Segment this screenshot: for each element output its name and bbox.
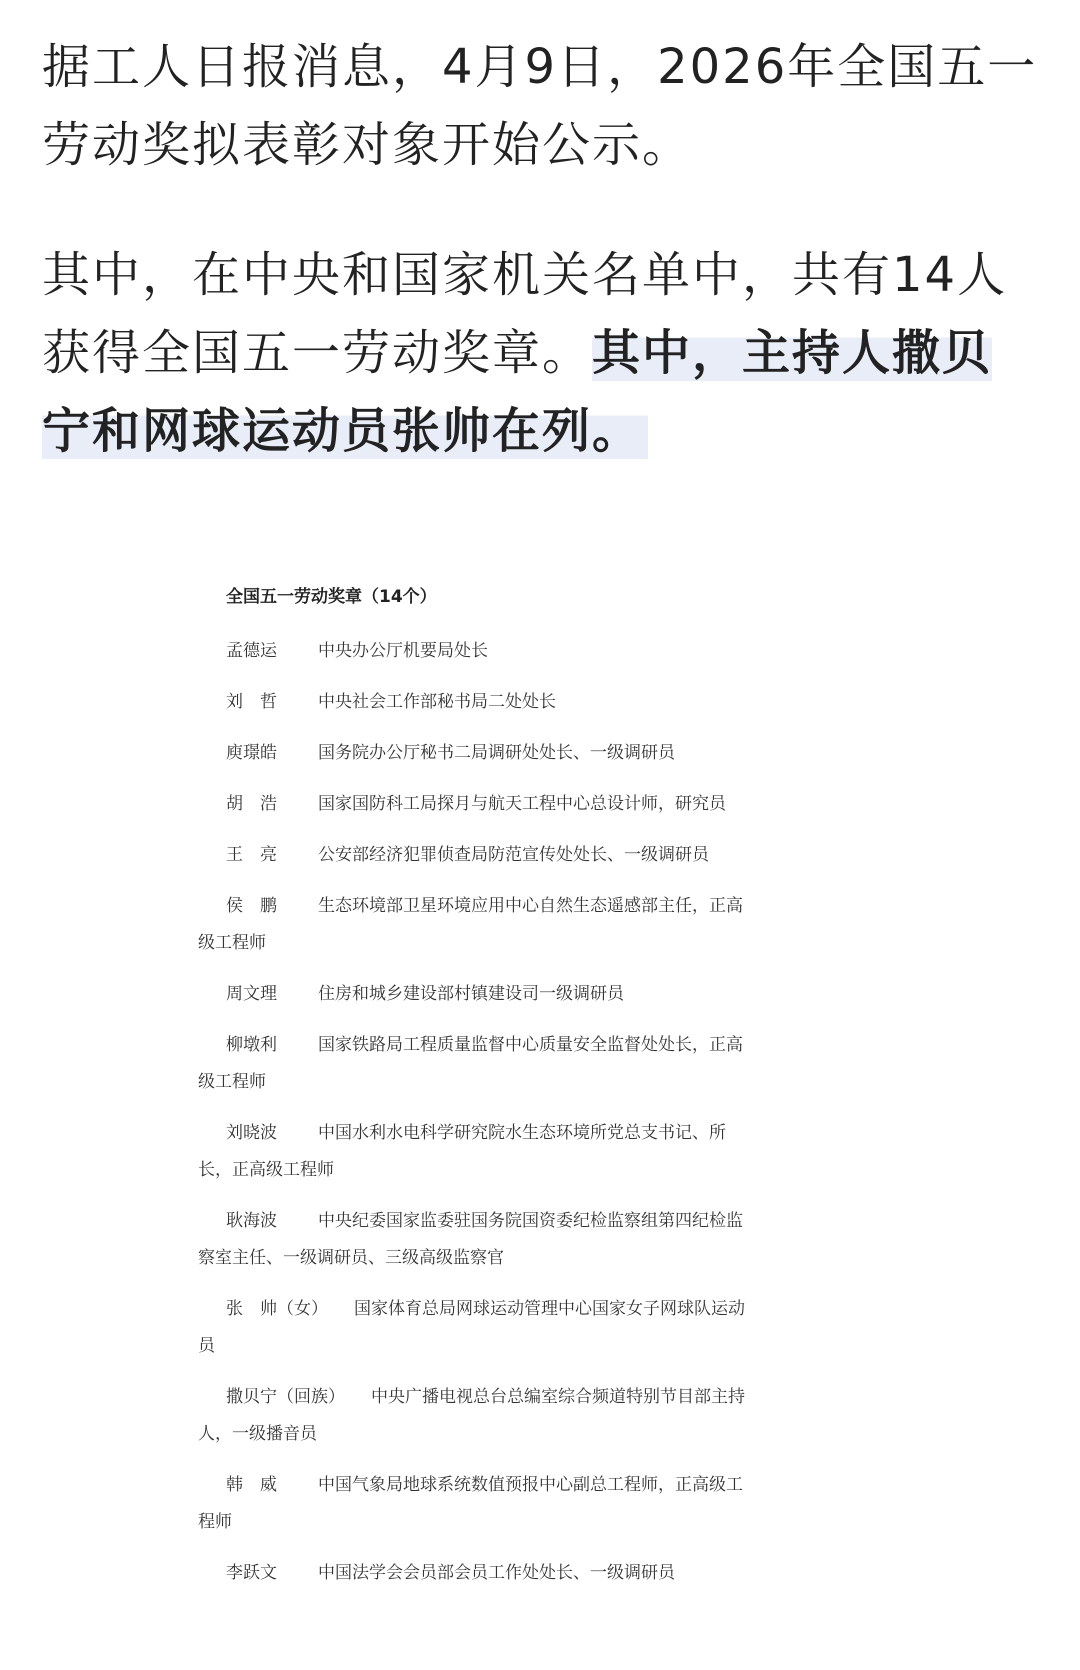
entry-name: 侯 鹏 [226,896,277,916]
entry-description: 中央办公厅机要局处长 [318,641,488,661]
list-item [198,1115,758,1189]
entry-name: 韩 威 [226,1475,277,1495]
entry-description: 国家铁路局工程质量监督中心质量安全监督处处长，正高级工程师 [198,1035,743,1092]
list-item [198,1379,758,1453]
entry-description: 生态环境部卫星环境应用中心自然生态遥感部主任，正高级工程师 [198,896,743,953]
entry-description: 国务院办公厅秘书二局调研处处长、一级调研员 [318,743,675,763]
document-title: 全国五一劳动奖章（14个） [226,587,437,607]
list-item [198,1467,758,1541]
paragraph-2-highlight: 其中，主持人撒贝宁和网球运动员张帅在列。 [42,325,993,459]
paragraph-1 [42,28,1042,184]
entry-description: 中央广播电视总台总编室综合频道特别节目部主持人，一级播音员 [198,1387,745,1444]
list-item [198,1203,758,1277]
entry-name: 胡 浩 [226,794,277,814]
entry-name: 张 帅（女） [226,1299,328,1319]
list-item [198,1027,758,1101]
list-item [198,888,758,962]
entry-name: 王 亮 [226,845,277,865]
entry-description: 公安部经济犯罪侦查局防范宣传处处长、一级调研员 [318,845,709,865]
bottom-fade [170,1588,790,1670]
entry-name: 孟德运 [226,641,277,661]
list-item [198,837,758,874]
entry-description: 中国气象局地球系统数值预报中心副总工程师，正高级工程师 [198,1475,743,1532]
entry-description: 中央社会工作部秘书局二处处长 [318,692,556,712]
list-item [198,735,758,772]
entry-name: 庾璟皓 [226,743,277,763]
list-item [198,1555,758,1592]
paragraph-1-text: 据工人日报消息，4月9日，2026年全国五一劳动奖拟表彰对象开始公示。 [42,39,1038,173]
list-item [198,976,758,1013]
entry-name: 撒贝宁（回族） [226,1387,345,1407]
entry-description: 国家国防科工局探月与航天工程中心总设计师，研究员 [318,794,726,814]
entry-name: 周文理 [226,984,277,1004]
list-item [198,1291,758,1365]
paragraph-2 [42,236,1042,470]
entry-name: 李跃文 [226,1563,277,1583]
entry-name: 耿海波 [226,1211,277,1231]
list-item [198,633,758,670]
award-entries [198,633,758,1592]
entry-name: 刘晓波 [226,1123,277,1143]
list-item [198,684,758,721]
entry-description: 中央纪委国家监委驻国务院国资委纪检监察组第四纪检监察室主任、一级调研员、三级高级监察官 [198,1211,743,1268]
article-body [42,28,1042,470]
entry-description: 中国法学会会员部会员工作处处长、一级调研员 [318,1563,675,1583]
list-item [198,786,758,823]
entry-name: 柳墩利 [226,1035,277,1055]
entry-name: 刘 哲 [226,692,277,712]
entry-description: 国家体育总局网球运动管理中心国家女子网球队运动员 [198,1299,745,1356]
award-list-document [198,582,758,1606]
entry-description: 住房和城乡建设部村镇建设司一级调研员 [318,984,624,1004]
paragraph-2-text: 其中，在中央和国家机关名单中，共有14人获得全国五一劳动奖章。 [42,247,1008,381]
entry-description: 中国水利水电科学研究院水生态环境所党总支书记、所长，正高级工程师 [198,1123,726,1180]
